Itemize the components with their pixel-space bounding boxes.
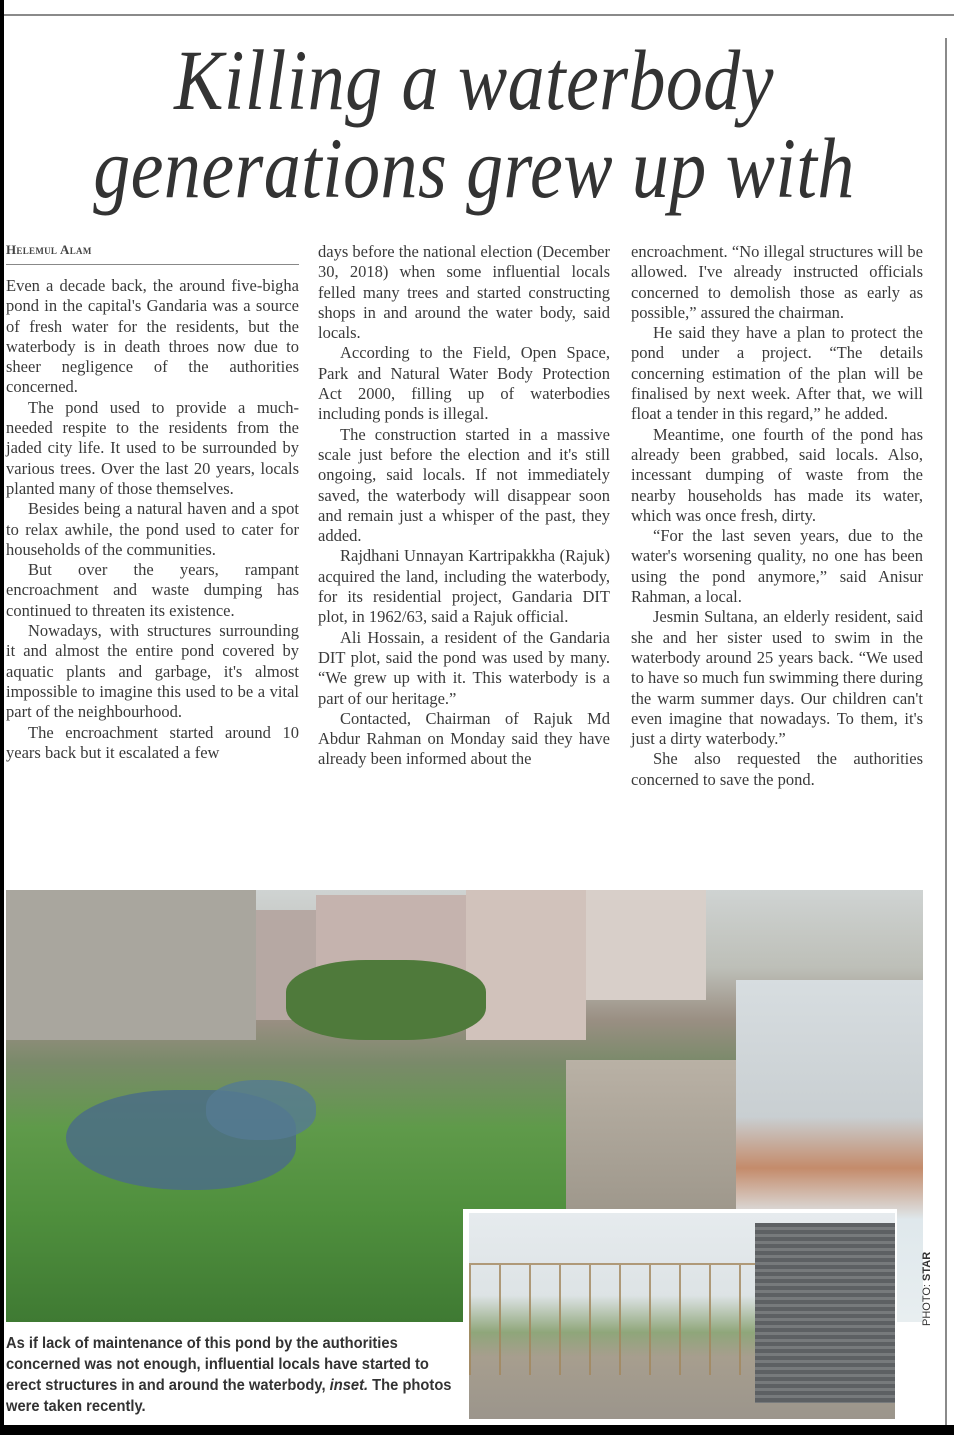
right-column-rule xyxy=(945,38,947,1425)
inset-photo-image xyxy=(469,1213,895,1419)
paragraph: The pond used to provide a much-needed respite to the residents from the jaded city life. It used to be surrounded by various trees. Over the last 20 years, locals planted many of those themselves. xyxy=(6,397,299,498)
byline-rule xyxy=(6,264,299,265)
paragraph: Jesmin Sultana, an elderly resident, said she and her sister used to swim in the waterbody around 25 years back. “We used to have so much fun swimming there during the warm summer days. Our children can't even imagine that nowadays. To them, it's just a dirty waterbody.” xyxy=(631,607,923,749)
paragraph: He said they have a plan to protect the pond under a project. “The details concerning estimation of the plan will be finalised by next week. After that, we will float a tender in this regard,” he added. xyxy=(631,323,923,424)
paragraph: The encroachment started around 10 years back but it escalated a few xyxy=(6,722,299,762)
paragraph: According to the Field, Open Space, Park and Natural Water Body Protection Act 2000, filling up of waterbodies including ponds is illegal. xyxy=(318,343,610,424)
pond-water xyxy=(206,1080,316,1140)
inset-photo xyxy=(463,1209,897,1425)
paragraph: Contacted, Chairman of Rajuk Md Abdur Rahman on Monday said they have already been informed about the xyxy=(318,708,610,769)
headline-line-2: generations grew up with xyxy=(93,120,855,216)
headline-line-1: Killing a waterbody xyxy=(174,32,774,128)
trees xyxy=(286,960,486,1040)
paragraph: encroachment. “No illegal structures will be allowed. I've already instructed officials concerned to demolish those as early as possible,” assured the chairman. xyxy=(631,242,923,322)
paragraph: Even a decade back, the around five-bigha pond in the capital's Gandaria was a source of fresh water for the residents, but the waterbody is in death throes now due to sheer negligence of the authorities concerned. xyxy=(6,276,299,397)
building xyxy=(6,890,256,1040)
paragraph: She also requested the authorities concerned to save the pond. xyxy=(631,749,923,789)
paragraph: Besides being a natural haven and a spot to relax awhile, the pond used to cater for households of the communities. xyxy=(6,499,299,559)
article-column-2 xyxy=(318,242,610,770)
top-rule xyxy=(4,14,954,16)
headline xyxy=(70,32,878,216)
bamboo-structure xyxy=(469,1263,773,1375)
paragraph: Meantime, one fourth of the pond has already been grabbed, said locals. Also, incessant dumping of waste from the nearby households has made its water, which was once fresh, dirty. xyxy=(631,424,923,525)
tin-shed xyxy=(755,1223,895,1403)
paragraph: The construction started in a massive scale just before the election and it's still ongoing, said locals. If not immediately saved, the waterbody will disappear soon and remain just a whisper of the past, they added. xyxy=(318,424,610,546)
building xyxy=(586,890,706,1000)
paragraph: But over the years, rampant encroachment and waste dumping has continued to threaten its existence. xyxy=(6,560,299,620)
paragraph: Rajdhani Unnayan Kartripakkha (Rajuk) acquired the land, including the waterbody, for its residential project, Gandaria DIT plot, in 1962/63, said a Rajuk official. xyxy=(318,546,610,627)
paragraph: Ali Hossain, a resident of the Gandaria DIT plot, said the pond was used by many. “We grew up with it. This waterbody is a part of our heritage.” xyxy=(318,627,610,708)
article-column-3 xyxy=(631,242,923,790)
paragraph: days before the national election (December 30, 2018) when some influential locals felled many trees and started constructing shops in and around the water body, said locals. xyxy=(318,242,610,343)
caption-inset-word: inset. xyxy=(329,1377,369,1394)
newspaper-page xyxy=(4,0,954,1425)
byline: Helemul Alam xyxy=(6,242,92,257)
paragraph: “For the last seven years, due to the water's worsening quality, no one has been using the pond anymore,” said Anisur Rahman, a local. xyxy=(631,526,923,607)
article-column-1 xyxy=(6,276,299,763)
photo-credit: PHOTO: STAR xyxy=(921,1251,933,1326)
building xyxy=(466,890,586,1040)
paragraph: Nowadays, with structures surrounding it and almost the entire pond covered by aquatic plants and garbage, it's almost impossible to imagine this used to be a vital part of the neighbourhood. xyxy=(6,621,299,722)
photo-caption: As if lack of maintenance of this pond by the authorities concerned was not enough, influential locals have started to erect structures in and around the waterbody, inset. The photos were taken recently. xyxy=(6,1335,452,1415)
